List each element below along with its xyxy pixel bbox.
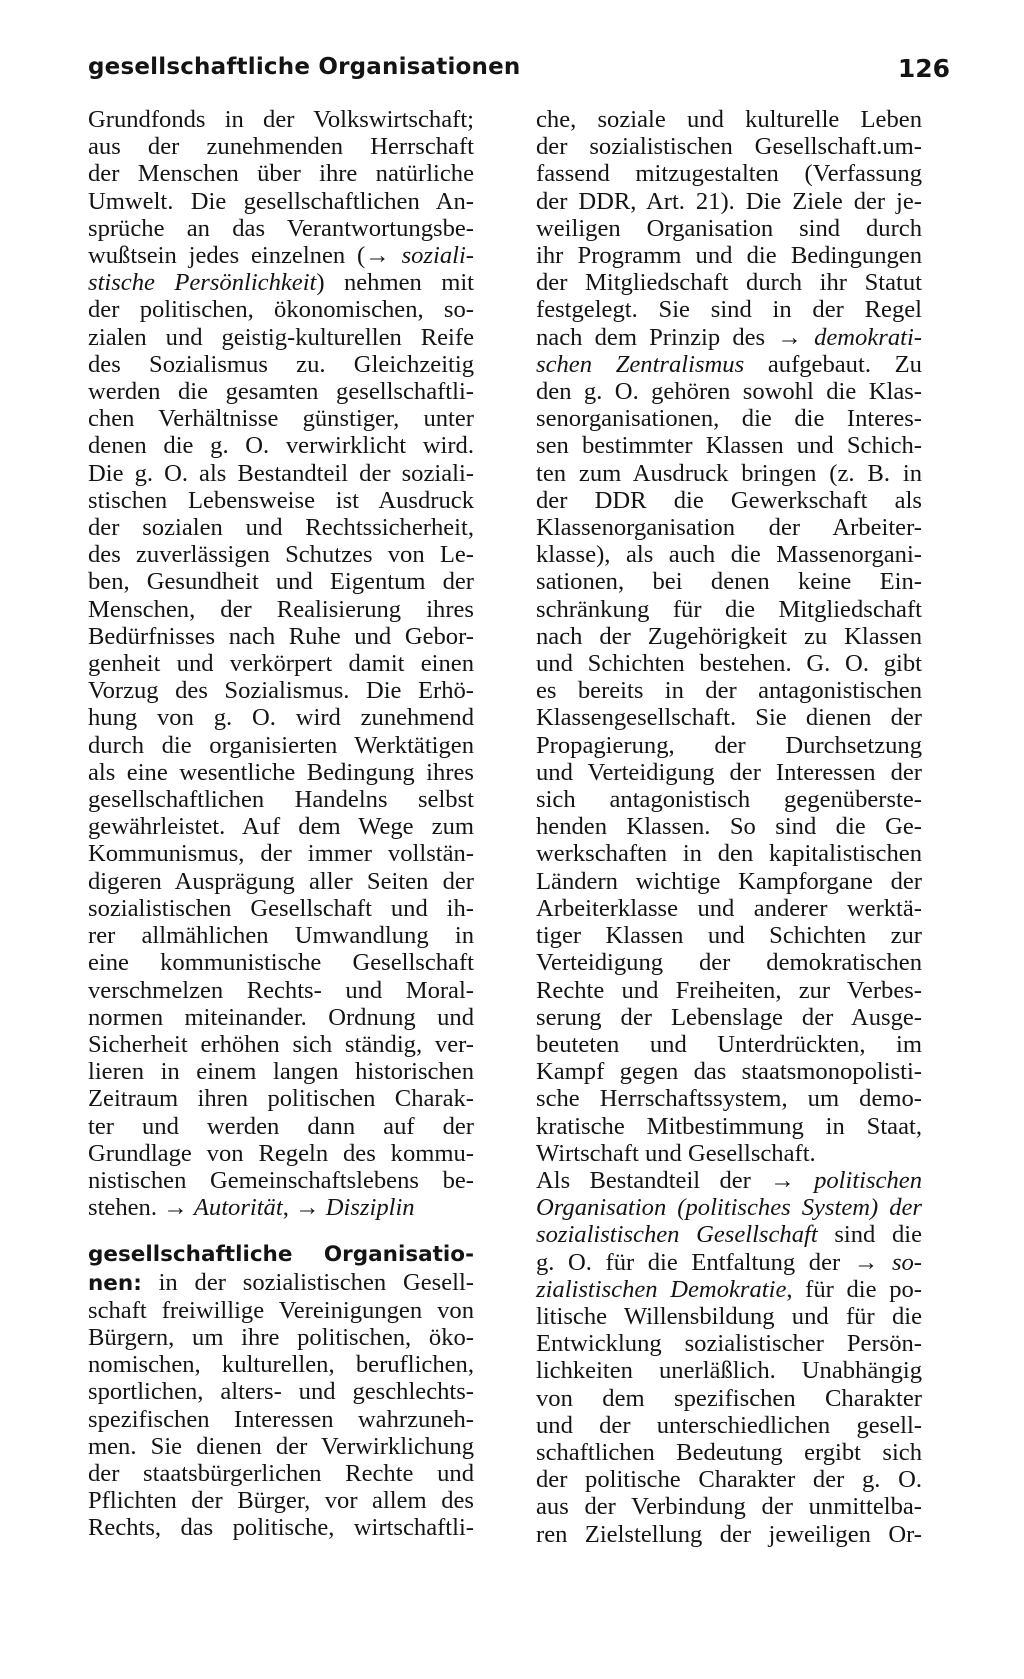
text-line (88, 1194, 474, 1221)
text-segment: Rechte und Freiheiten, zur Verbes- (536, 976, 922, 1004)
text-segment: sportlichen, alters- und geschlechts- (88, 1378, 474, 1406)
text-segment: den g. O. gehören sowohl die Klas- (536, 378, 922, 406)
text-segment: der DDR die Gewerkschaft als (536, 486, 922, 514)
text-segment: chen Verhältnisse günstiger, unter (88, 405, 474, 433)
text-line (88, 759, 474, 786)
text-segment: Pflichten der Bürger, vor allem des (88, 1487, 474, 1515)
text-line (536, 1276, 922, 1303)
text-segment: , → (282, 1194, 326, 1222)
text-line (536, 188, 922, 215)
text-segment: digeren Ausprägung aller Seiten der (88, 867, 474, 895)
cross-reference: so- (891, 1248, 922, 1276)
text-segment: nomischen, kulturellen, beruflichen, (88, 1351, 474, 1379)
text-segment: klasse), als auch die Massenorgani- (536, 541, 922, 569)
text-segment: Wirtschaft und Gesellschaft. (536, 1139, 816, 1167)
text-segment: des Sozialismus zu. Gleichzeitig (88, 350, 474, 378)
text-segment: nach dem Prinzip des → (536, 323, 815, 351)
text-segment: beuteten und Unterdrückten, im (536, 1030, 922, 1058)
text-line (536, 160, 922, 187)
text-line (88, 704, 474, 731)
text-segment: nach der Zugehörigkeit zu Klassen (536, 622, 922, 650)
text-segment: Propagierung, der Durchsetzung (536, 731, 922, 759)
text-segment: es bereits in der antagonistischen (536, 677, 922, 705)
text-segment: Zeitraum ihren politischen Charak- (88, 1085, 474, 1113)
text-line (536, 596, 922, 623)
text-line (536, 1385, 922, 1412)
text-line (88, 1297, 474, 1324)
text-segment: und der unterschiedlichen gesell- (536, 1411, 922, 1439)
text-segment: sprüche an das Verantwortungsbe- (88, 214, 474, 242)
text-line (88, 1406, 474, 1433)
text-line (88, 1167, 474, 1194)
text-segment: Als Bestandteil der → (536, 1166, 815, 1194)
text-segment: nistischen Gemeinschaftslebens be- (88, 1166, 474, 1194)
text-line (88, 1113, 474, 1140)
text-line (88, 786, 474, 813)
text-line (536, 460, 922, 487)
text-line (536, 840, 922, 867)
text-line (536, 1085, 922, 1112)
text-segment: Bürgern, um ihre politischen, öko- (88, 1323, 474, 1351)
text-column-left (88, 106, 474, 1542)
text-segment: senorganisationen, die die Interes- (536, 405, 922, 433)
text-line (88, 1031, 474, 1058)
text-segment: aus der zunehmenden Herrschaft (88, 133, 474, 161)
text-segment: der Mitgliedschaft durch ihr Statut (536, 269, 922, 297)
text-segment: verschmelzen Rechts- und Moral- (88, 976, 474, 1004)
text-segment: der politische Charakter der g. O. (536, 1466, 922, 1494)
text-line (88, 514, 474, 541)
text-line (88, 922, 474, 949)
text-line (536, 786, 922, 813)
text-line (88, 1269, 474, 1297)
text-segment: der sozialen und Rechtssicherheit, (88, 514, 474, 542)
entry-headword: nen: (88, 1270, 142, 1296)
text-segment: sen bestimmter Klassen und Schich- (536, 432, 922, 460)
text-segment: lichkeiten unerläßlich. Unabhängig (536, 1357, 922, 1385)
text-segment: aufgebaut. Zu (744, 350, 922, 378)
text-line (536, 269, 922, 296)
text-segment: weiligen Organisation sind durch (536, 214, 922, 242)
text-segment: Arbeiterklasse und anderer werktä- (536, 894, 922, 922)
text-line (536, 650, 922, 677)
text-line (88, 351, 474, 378)
text-segment: Grundfonds in der Volkswirtschaft; (88, 106, 474, 133)
text-line (88, 160, 474, 187)
text-line (88, 1460, 474, 1487)
text-segment: der staatsbürgerlichen Rechte und (88, 1459, 474, 1487)
entry-separator (88, 1221, 474, 1240)
text-segment: aus der Verbindung der unmittelba- (536, 1493, 922, 1521)
text-line (88, 541, 474, 568)
text-segment: schränkung für die Mitgliedschaft (536, 595, 922, 623)
text-line (536, 1004, 922, 1031)
text-segment: Kampf gegen das staatsmonopolisti- (536, 1058, 922, 1086)
text-segment: wußtsein jedes einzelnen (→ (88, 242, 402, 270)
text-line (536, 1521, 922, 1548)
text-line (536, 378, 922, 405)
text-segment: werden die gesamten gesellschaftli- (88, 378, 474, 406)
text-segment: durch die organisierten Werktätigen (88, 731, 474, 759)
text-line (536, 1221, 922, 1248)
text-segment: tiger Klassen und Schichten zur (536, 922, 922, 950)
text-line (536, 1466, 922, 1493)
text-segment: fassend mitzugestalten (Verfassung (536, 160, 922, 188)
text-line (88, 732, 474, 759)
text-line (88, 840, 474, 867)
text-segment: , für die po- (786, 1275, 922, 1303)
text-segment: ter und werden dann auf der (88, 1112, 474, 1140)
text-line (536, 813, 922, 840)
text-line (536, 868, 922, 895)
text-segment: henden Klassen. So sind die Ge- (536, 813, 922, 841)
text-line (88, 215, 474, 242)
text-segment: des zuverlässigen Schutzes von Le- (88, 541, 474, 569)
text-segment: sche Herrschaftssystem, um demo- (536, 1085, 922, 1113)
text-line (536, 215, 922, 242)
text-line (88, 1085, 474, 1112)
text-segment: zialen und geistig-kulturellen Reife (88, 323, 474, 351)
text-line (536, 1113, 922, 1140)
text-segment: kratische Mitbestimmung in Staat, (536, 1112, 922, 1140)
text-segment: sozialistischen Gesellschaft und ih- (88, 894, 474, 922)
text-line (88, 296, 474, 323)
text-line (88, 949, 474, 976)
text-segment: der politischen, ökonomischen, so- (88, 296, 474, 324)
text-line (536, 1493, 922, 1520)
text-line (536, 759, 922, 786)
running-head: gesellschaftliche Organisationen (88, 54, 521, 80)
text-line (88, 895, 474, 922)
text-line (88, 1487, 474, 1514)
text-line (536, 1357, 922, 1384)
text-segment: der Menschen über ihre natürliche (88, 160, 474, 188)
text-line (88, 378, 474, 405)
text-segment: serung der Lebenslage der Ausge- (536, 1003, 922, 1031)
text-segment: sationen, bei denen keine Ein- (536, 568, 922, 596)
text-line (88, 106, 474, 133)
text-line (88, 432, 474, 459)
text-line (88, 405, 474, 432)
text-segment: litische Willensbildung und für die (536, 1302, 922, 1330)
text-line (536, 1167, 922, 1194)
text-line (536, 623, 922, 650)
text-line (536, 1058, 922, 1085)
text-segment: der sozialistischen Gesellschaft.um- (536, 133, 922, 161)
text-segment: Sicherheit erhöhen sich ständig, ver- (88, 1030, 474, 1058)
text-segment: Ländern wichtige Kampforgane der (536, 867, 922, 895)
cross-reference: soziali- (401, 242, 474, 270)
text-line (536, 324, 922, 351)
page-number: 126 (897, 54, 950, 83)
text-line (88, 1433, 474, 1460)
text-line (536, 1412, 922, 1439)
text-segment: und Verteidigung der Interessen der (536, 758, 922, 786)
text-segment: Grundlage von Regeln des kommu- (88, 1139, 474, 1167)
text-line (88, 977, 474, 1004)
text-line (88, 596, 474, 623)
text-segment: ) nehmen mit (316, 269, 474, 297)
cross-reference: Disziplin (325, 1194, 415, 1222)
text-line (536, 977, 922, 1004)
text-segment: lieren in einem langen historischen (88, 1058, 474, 1086)
cross-reference: zialistischen Demokratie (536, 1275, 787, 1303)
cross-reference: schen Zentralismus (536, 350, 745, 378)
text-line (88, 269, 474, 296)
text-line (88, 623, 474, 650)
text-segment: g. O. für die Entfaltung der → (536, 1248, 892, 1276)
text-segment: stischen Lebensweise ist Ausdruck (88, 486, 474, 514)
text-line (536, 1249, 922, 1276)
text-line (536, 487, 922, 514)
text-segment: schaftlichen Bedeutung ergibt sich (536, 1438, 922, 1466)
text-segment: und Schichten bestehen. G. O. gibt (536, 650, 922, 678)
text-line (88, 487, 474, 514)
text-line (536, 541, 922, 568)
text-segment: ben, Gesundheit und Eigentum der (88, 568, 474, 596)
text-segment: Umwelt. Die gesellschaftlichen An- (88, 187, 474, 215)
cross-reference: demokrati- (814, 323, 922, 351)
text-segment: Klassengesellschaft. Sie dienen der (536, 704, 922, 732)
text-line (88, 1378, 474, 1405)
text-segment: Verteidigung der demokratischen (536, 949, 922, 977)
text-line (88, 677, 474, 704)
text-line (536, 677, 922, 704)
text-line (88, 1324, 474, 1351)
text-segment: gewährleistet. Auf dem Wege zum (88, 813, 474, 841)
text-segment: eine kommunistische Gesellschaft (88, 949, 474, 977)
text-line (536, 1194, 922, 1221)
text-line (536, 1439, 922, 1466)
cross-reference: Organisation (politisches System) der (536, 1194, 922, 1222)
text-segment: als eine wesentliche Bedingung ihres (88, 758, 474, 786)
page-header (88, 54, 950, 90)
text-segment: hung von g. O. wird zunehmend (88, 704, 474, 732)
text-line (88, 242, 474, 269)
text-line (88, 460, 474, 487)
text-segment: in der sozialistischen Gesell- (141, 1268, 474, 1296)
text-segment: festgelegt. Sie sind in der Regel (536, 296, 922, 324)
text-segment: spezifischen Interessen wahrzuneh- (88, 1405, 474, 1433)
text-line (88, 568, 474, 595)
text-segment: Bedürfnisses nach Ruhe und Gebor- (88, 622, 474, 650)
text-line (88, 1240, 474, 1268)
text-line (536, 895, 922, 922)
text-segment: stehen. → (88, 1194, 194, 1222)
text-line (88, 1514, 474, 1541)
text-segment: denen die g. O. verwirklicht wird. (88, 432, 474, 460)
text-segment: Klassenorganisation der Arbeiter- (536, 514, 922, 542)
text-line (88, 133, 474, 160)
cross-reference: politischen (814, 1166, 922, 1194)
cross-reference: Autorität (193, 1194, 283, 1222)
text-line (536, 405, 922, 432)
text-segment: von dem spezifischen Charakter (536, 1384, 922, 1412)
text-segment: gesellschaftlichen Handelns selbst (88, 786, 474, 814)
text-segment: Vorzug des Sozialismus. Die Erhö- (88, 677, 474, 705)
text-line (536, 568, 922, 595)
text-line (88, 813, 474, 840)
text-line (536, 922, 922, 949)
text-line (536, 296, 922, 323)
text-line (88, 1351, 474, 1378)
text-line (88, 188, 474, 215)
text-segment: Die g. O. als Bestandteil der soziali- (88, 459, 474, 487)
entry-headword: gesellschaftliche Organisatio- (88, 1242, 474, 1268)
text-segment: Menschen, der Realisierung ihres (88, 595, 474, 623)
text-segment: sich antagonistisch gegenüberste- (536, 786, 922, 814)
text-segment: sind die (817, 1221, 922, 1249)
text-line (536, 432, 922, 459)
text-line (536, 133, 922, 160)
text-segment: rer allmählichen Umwandlung in (88, 922, 474, 950)
text-line (88, 1004, 474, 1031)
text-segment: Entwicklung sozialistischer Persön- (536, 1330, 922, 1358)
text-segment: genheit und verkörpert damit einen (88, 650, 474, 678)
text-segment: ten zum Ausdruck bringen (z. B. in (536, 459, 922, 487)
text-line (536, 949, 922, 976)
text-segment: schaft freiwillige Vereinigungen von (88, 1296, 474, 1324)
text-segment: men. Sie dienen der Verwirklichung (88, 1432, 474, 1460)
cross-reference: sozialistischen Gesellschaft (536, 1221, 818, 1249)
text-line (88, 1058, 474, 1085)
text-line (536, 1303, 922, 1330)
text-line (536, 514, 922, 541)
text-segment: che, soziale und kulturelle Leben (536, 106, 922, 133)
text-line (536, 732, 922, 759)
text-line (536, 1031, 922, 1058)
text-segment: werkschaften in den kapitalistischen (536, 840, 922, 868)
text-line (536, 106, 922, 133)
text-line (88, 868, 474, 895)
cross-reference: stische Persönlichkeit (88, 269, 317, 297)
text-line (536, 1330, 922, 1357)
text-line (88, 1140, 474, 1167)
text-column-right (536, 106, 922, 1548)
text-line (536, 351, 922, 378)
text-line (88, 650, 474, 677)
text-segment: Kommunismus, der immer vollstän- (88, 840, 474, 868)
text-segment: Rechts, das politische, wirtschaftli- (88, 1514, 474, 1542)
text-line (536, 242, 922, 269)
text-segment: ihr Programm und die Bedingungen (536, 242, 922, 270)
text-segment: ren Zielstellung der jeweiligen Or- (536, 1520, 922, 1548)
text-segment: normen miteinander. Ordnung und (88, 1003, 474, 1031)
text-line (536, 1140, 922, 1167)
text-segment: der DDR, Art. 21). Die Ziele der je- (536, 187, 922, 215)
text-line (88, 324, 474, 351)
text-line (536, 704, 922, 731)
